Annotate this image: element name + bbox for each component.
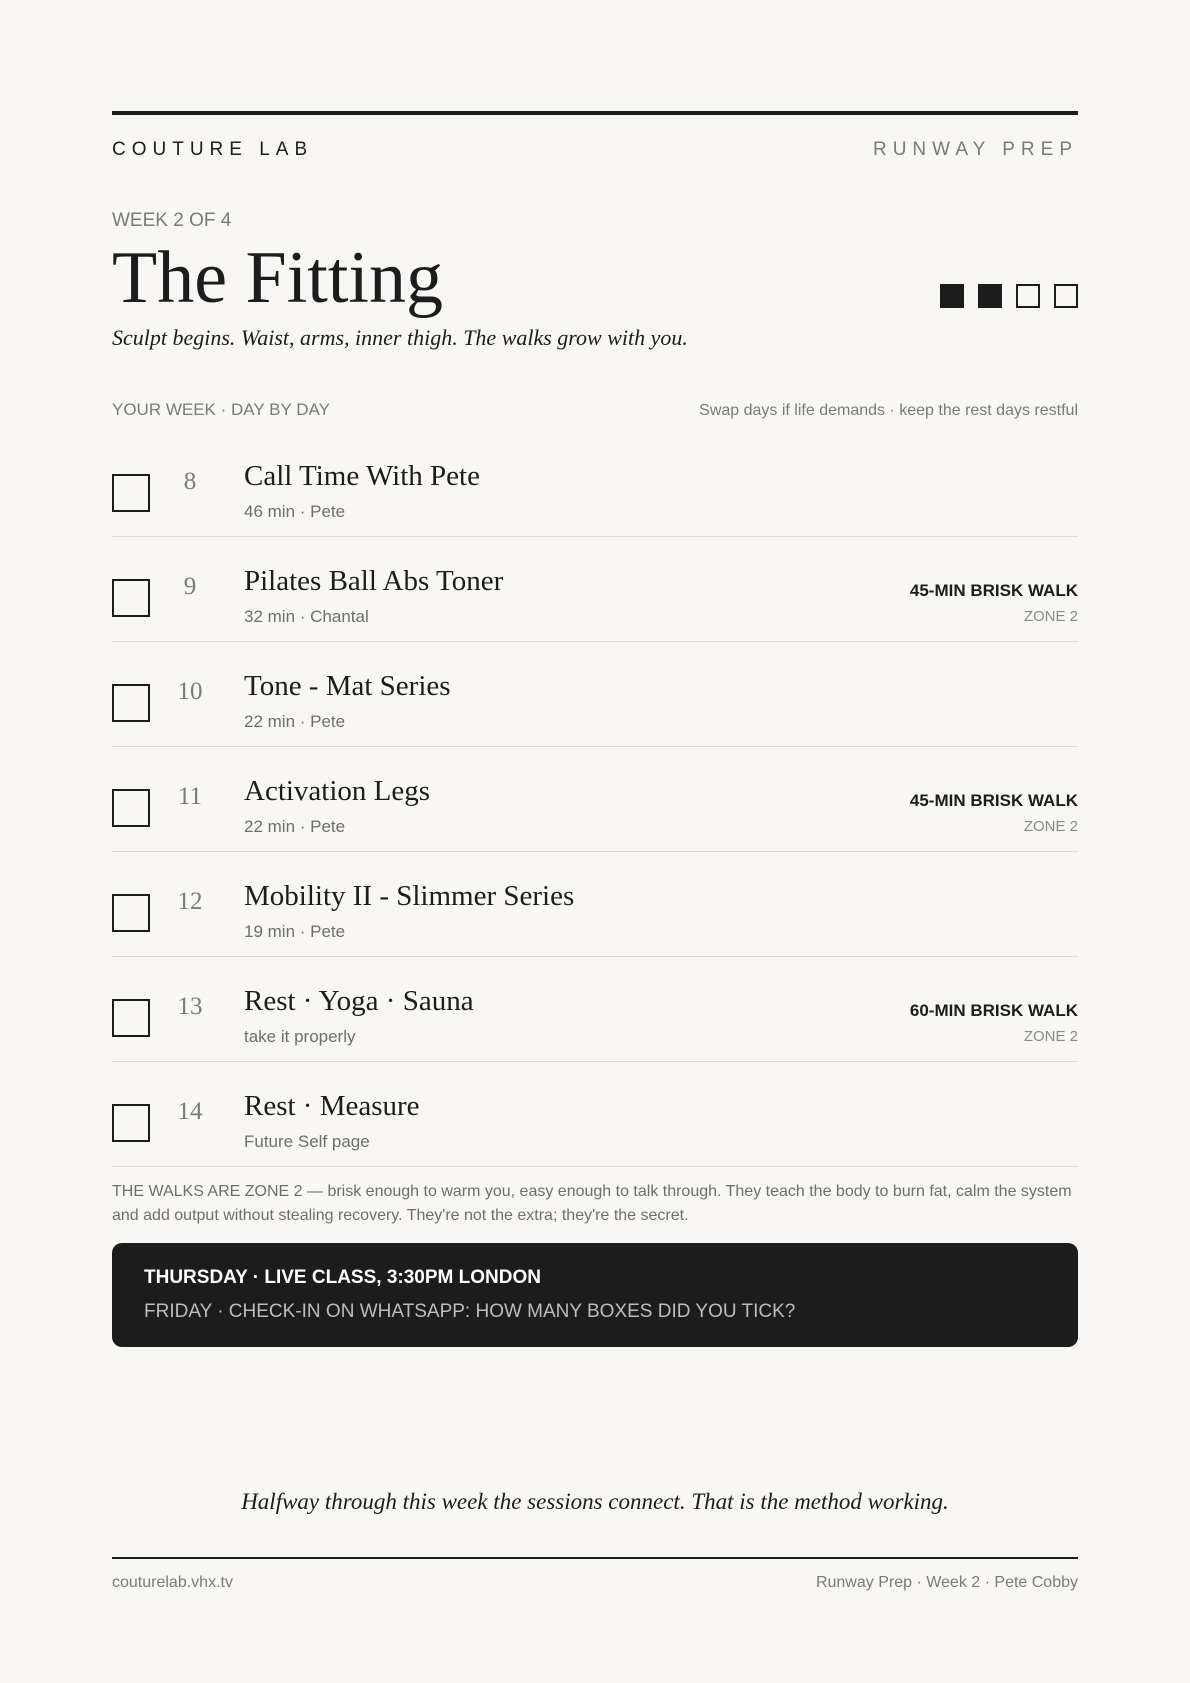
session-title: Tone - Mat Series (244, 670, 451, 702)
program-name: RUNWAY PREP (872, 139, 1078, 160)
day-number: 14 (177, 1098, 203, 1125)
session-title: Activation Legs (244, 775, 431, 807)
session-meta: Future Self page (244, 1132, 370, 1151)
week-label: WEEK 2 OF 4 (112, 210, 232, 231)
week-pending-square (1054, 284, 1078, 308)
session-title: Pilates Ball Abs Toner (244, 565, 504, 597)
footer-credit: Runway Prep · Week 2 · Pete Cobby (815, 1574, 1078, 1591)
zone-label: ZONE 2 (1023, 608, 1078, 625)
day-number: 10 (177, 678, 203, 705)
callout-panel (112, 1243, 1078, 1347)
bottom-rule (112, 1557, 1078, 1559)
walk-label: 45-MIN BRISK WALK (909, 581, 1078, 600)
week-complete-square (940, 284, 964, 308)
page-subtitle: Sculpt begins. Waist, arms, inner thigh. The walks grow with you. (112, 325, 688, 350)
day-row (112, 432, 1078, 537)
session-meta: 46 min · Pete (244, 502, 346, 521)
session-title: Rest · Measure (244, 1090, 420, 1122)
zone-label: ZONE 2 (1023, 1028, 1078, 1045)
walk-note: THE WALKS ARE ZONE 2 — brisk enough to warm you, easy enough to talk through. They teach the body to burn fat, calm the system and add output without stealing recovery. They're not the extra; they're the secret. (112, 1183, 1072, 1224)
session-meta: 32 min · Chantal (244, 607, 369, 626)
walk-label: 60-MIN BRISK WALK (909, 1001, 1078, 1020)
day-number: 9 (183, 573, 197, 600)
week-complete-square (978, 284, 1002, 308)
zone-label: ZONE 2 (1023, 818, 1078, 835)
session-meta: 19 min · Pete (244, 922, 346, 941)
session-meta: 22 min · Pete (244, 817, 346, 836)
day-row (112, 642, 1078, 747)
day-checkbox[interactable] (112, 789, 150, 827)
day-checkbox[interactable] (112, 684, 150, 722)
day-number: 12 (177, 888, 203, 915)
day-row (112, 852, 1078, 957)
day-checkbox[interactable] (112, 894, 150, 932)
section-label: YOUR WEEK · DAY BY DAY (112, 400, 330, 419)
day-number: 13 (177, 993, 203, 1020)
walk-label: 45-MIN BRISK WALK (909, 791, 1078, 810)
session-title: Mobility II - Slimmer Series (244, 880, 575, 912)
day-checkbox[interactable] (112, 474, 150, 512)
brand-name: COUTURE LAB (112, 139, 314, 160)
day-list (112, 432, 1078, 1167)
day-number: 11 (177, 783, 203, 810)
day-row (112, 537, 1078, 642)
footer-url[interactable]: couturelab.vhx.tv (112, 1574, 233, 1591)
day-checkbox[interactable] (112, 579, 150, 617)
top-rule (112, 111, 1078, 115)
day-number: 8 (183, 468, 197, 495)
closing-quote: Halfway through this week the sessions connect. That is the method working. (241, 1489, 949, 1514)
day-checkbox[interactable] (112, 1104, 150, 1142)
session-title: Rest · Yoga · Sauna (244, 985, 474, 1017)
day-checkbox[interactable] (112, 999, 150, 1037)
day-row (112, 957, 1078, 1062)
week-progress (940, 284, 1078, 308)
page-title: The Fitting (112, 237, 443, 319)
day-row (112, 1062, 1078, 1167)
live-class-notice: THURSDAY · LIVE CLASS, 3:30PM LONDON (144, 1267, 541, 1288)
session-meta: 22 min · Pete (244, 712, 346, 731)
section-note: Swap days if life demands · keep the rest days restful (699, 402, 1078, 419)
session-title: Call Time With Pete (244, 460, 480, 492)
check-in-notice: FRIDAY · CHECK-IN ON WHATSAPP: HOW MANY BOXES DID YOU TICK? (144, 1301, 796, 1322)
day-row (112, 747, 1078, 852)
week-pending-square (1016, 284, 1040, 308)
session-meta: take it properly (244, 1027, 356, 1046)
